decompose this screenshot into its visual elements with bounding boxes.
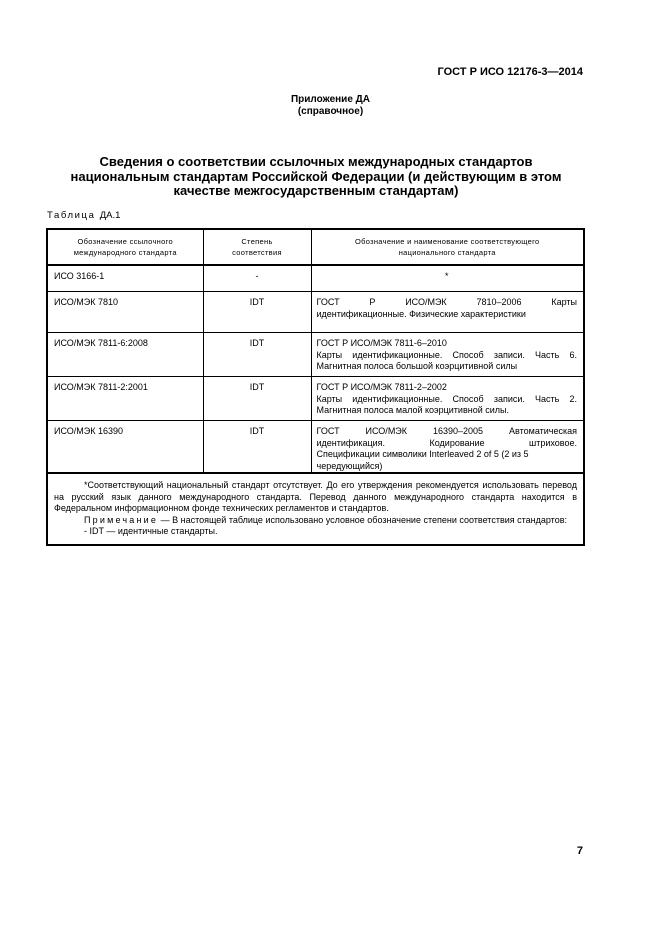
national-cell: ГОСТ Р ИСО/МЭК 7811-6–2010 Карты идентификационные. Способ записи. Часть 6. Магнитная полоса большой коэрцитивной силы [311,333,584,377]
annex-title: Приложение ДА [290,94,371,105]
table-notes [47,473,584,545]
note-list-item: - IDT — идентичные стандарты. [84,526,218,536]
reference-cell: ИСО/МЭК 16390 [47,421,203,474]
annex-subtitle: (справочное) [297,106,364,117]
national-cell: ГОСТ ИСО/МЭК 16390–2005 Автоматическая идентификация. Кодирование штриховое. Спецификации символики Interleaved 2 of 5 (2 из 5 чередующийся) [311,421,584,474]
national-cell: ГОСТ Р ИСО/МЭК 7811-2–2002 Карты идентификационные. Способ записи. Часть 2. Магнитная полоса малой коэрцитивной силы. [311,377,584,421]
document-code: ГОСТ Р ИСО 12176-3—2014 [437,66,583,78]
correspondence-table [46,228,585,546]
section-title-line: Сведения о соответствии ссылочных международных стандартов [99,154,533,169]
table-caption [47,210,120,221]
national-cell: ГОСТ Р ИСО/МЭК 7810–2006 Карты идентификационные. Физические характеристики [311,292,584,333]
degree-cell: IDT [203,333,311,377]
annex-heading [0,94,661,118]
reference-cell: ИСО 3166-1 [47,265,203,292]
page-number: 7 [576,845,583,857]
table-row [47,421,584,474]
section-title [56,155,576,199]
degree-cell: IDT [203,292,311,333]
table-row [47,333,584,377]
reference-cell: ИСО/МЭК 7811-2:2001 [47,377,203,421]
column-header-degree: Степень соответствия [203,229,311,265]
degree-cell: - [203,265,311,292]
table-header-row [47,229,584,265]
footnote-text: *Соответствующий национальный стандарт отсутствует. До его утверждения рекомендуется использовать перевод на русский язык данного международного стандарта. Перевод данного международного стандарта находится в Федеральном информационном фонде технических регламентов и стандартов. [54,480,577,513]
table-notes-row [47,473,584,545]
table-row [47,265,584,292]
reference-cell: ИСО/МЭК 7810 [47,292,203,333]
section-title-line: национальным стандартам Российской Федерации (и действующим в этом [70,168,562,184]
section-title-line: качестве межгосударственным стандартам) [173,183,459,198]
table-caption-number: ДА.1 [99,210,121,221]
table-row [47,292,584,333]
column-header-national: Обозначение и наименование соответствующего национального стандарта [311,229,584,265]
degree-cell: IDT [203,421,311,474]
note-body: — В настоящей таблице использовано условное обозначение степени соответствия стандартов: [160,514,567,525]
table-caption-prefix: Таблица [47,210,96,221]
table-row [47,377,584,421]
degree-cell: IDT [203,377,311,421]
column-header-reference: Обозначение ссылочного международного стандарта [47,229,203,265]
note-label: Примечание [84,514,159,525]
reference-cell: ИСО/МЭК 7811-6:2008 [47,333,203,377]
national-cell: * [311,265,584,292]
note-text [54,515,577,527]
